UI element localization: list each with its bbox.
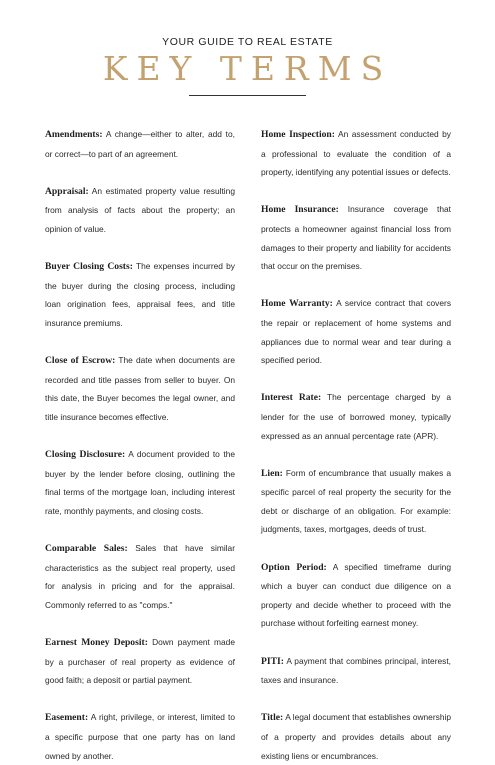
right-term-column [261,125,451,765]
term-entry-home-warranty [261,294,451,369]
term-name: PITI: [261,655,284,667]
term-entry-comparable-sales [45,539,235,614]
term-entry-appraisal [45,182,235,239]
term-name: Comparable Sales: [45,543,128,555]
term-name: Lien: [261,467,283,479]
page-subtitle: YOUR GUIDE TO REAL ESTATE [162,36,333,48]
term-name: Close of Escrow: [45,355,116,367]
term-entry-close-of-escrow [45,351,235,426]
term-definition: The date when documents are recorded and title passes from seller to buyer. On this date, the Buyer becomes the legal owner, and title insurance becomes effective. [45,355,235,422]
term-entry-piti [261,652,451,690]
term-entry-option-period [261,558,451,633]
term-definition: An assessment conducted by a professional to evaluate the condition of a property, identifying any potential issues or defects. [261,129,451,178]
term-name: Buyer Closing Costs: [45,261,133,273]
term-definition: A legal document that establishes ownership of a property and provides details about any existing liens or encumbrances. [261,712,451,761]
term-definition: A document provided to the buyer by the lender before closing, outlining the final terms of the mortgage loan, including interest rate, monthly payments, and closing costs. [45,449,236,516]
term-definition: A change—either to alter, add to, or correct—to part of an agreement. [45,129,235,159]
page-title: KEY TERMS [102,49,393,88]
term-entry-earnest-money-deposit [45,633,235,690]
term-name: Option Period: [261,561,327,573]
term-entry-amendments [45,125,235,163]
term-entry-home-inspection [261,125,451,182]
left-term-column [45,125,235,765]
term-name: Amendments: [45,129,103,140]
term-entry-buyer-closing-costs [45,257,235,332]
term-name: Home Insurance: [261,204,339,216]
term-name: Home Warranty: [261,298,333,310]
term-entry-home-insurance [261,200,451,275]
term-definition: Insurance coverage that protects a homeowner against financial loss from damages to their property and liability for accidents that occur on the premises. [261,204,451,272]
term-definition: A service contract that covers the repair or replacement of home systems and appliances due to normal wear and tear during a specified period. [261,298,452,366]
term-entry-closing-disclosure [45,445,235,520]
term-name: Easement: [45,712,89,724]
term-entry-easement [45,708,235,765]
term-entry-interest-rate [261,388,451,445]
term-definition: The percentage charged by a lender for the use of borrowed money, typically expressed as an annual percentage rate (APR). [261,392,451,441]
term-definition: A payment that combines principal, interest, taxes and insurance. [261,655,451,686]
term-name: Home Inspection: [261,129,335,140]
term-name: Interest Rate: [261,392,322,404]
term-name: Closing Disclosure: [45,449,126,461]
term-definition: The expenses incurred by the buyer during the closing process, including loan origination fees, appraisal fees, and title insurance premiums. [45,261,235,328]
term-name: Earnest Money Deposit: [45,637,148,649]
term-definition: A specified timeframe during which a buyer can conduct due diligence on a property and decide whether to proceed with the purchase without forfeiting earnest money. [261,561,451,629]
term-definition: A right, privilege, or interest, limited to a specific purpose that one party has on land owned by another. [45,712,235,761]
term-definition: Form of encumbrance that usually makes a specific parcel of real property the security for the debt or discharge of an obligation. For example: judgments, taxes, mortgages, deeds of trust. [261,467,451,535]
term-name: Title: [261,712,284,724]
term-name: Appraisal: [45,185,89,197]
term-definition: Down payment made by a purchaser of real property as evidence of good faith; a deposit or partial payment. [45,637,235,686]
term-entry-title [261,708,451,765]
term-definition: Sales that have similar characteristics as the subject real property, used for analysis in pricing and for the appraisal. Commonly referred to as "comps." [45,543,235,610]
term-entry-lien [261,464,451,539]
term-definition: An estimated property value resulting from analysis of facts about the property; an opinion of value. [45,185,235,234]
title-divider [189,95,306,96]
